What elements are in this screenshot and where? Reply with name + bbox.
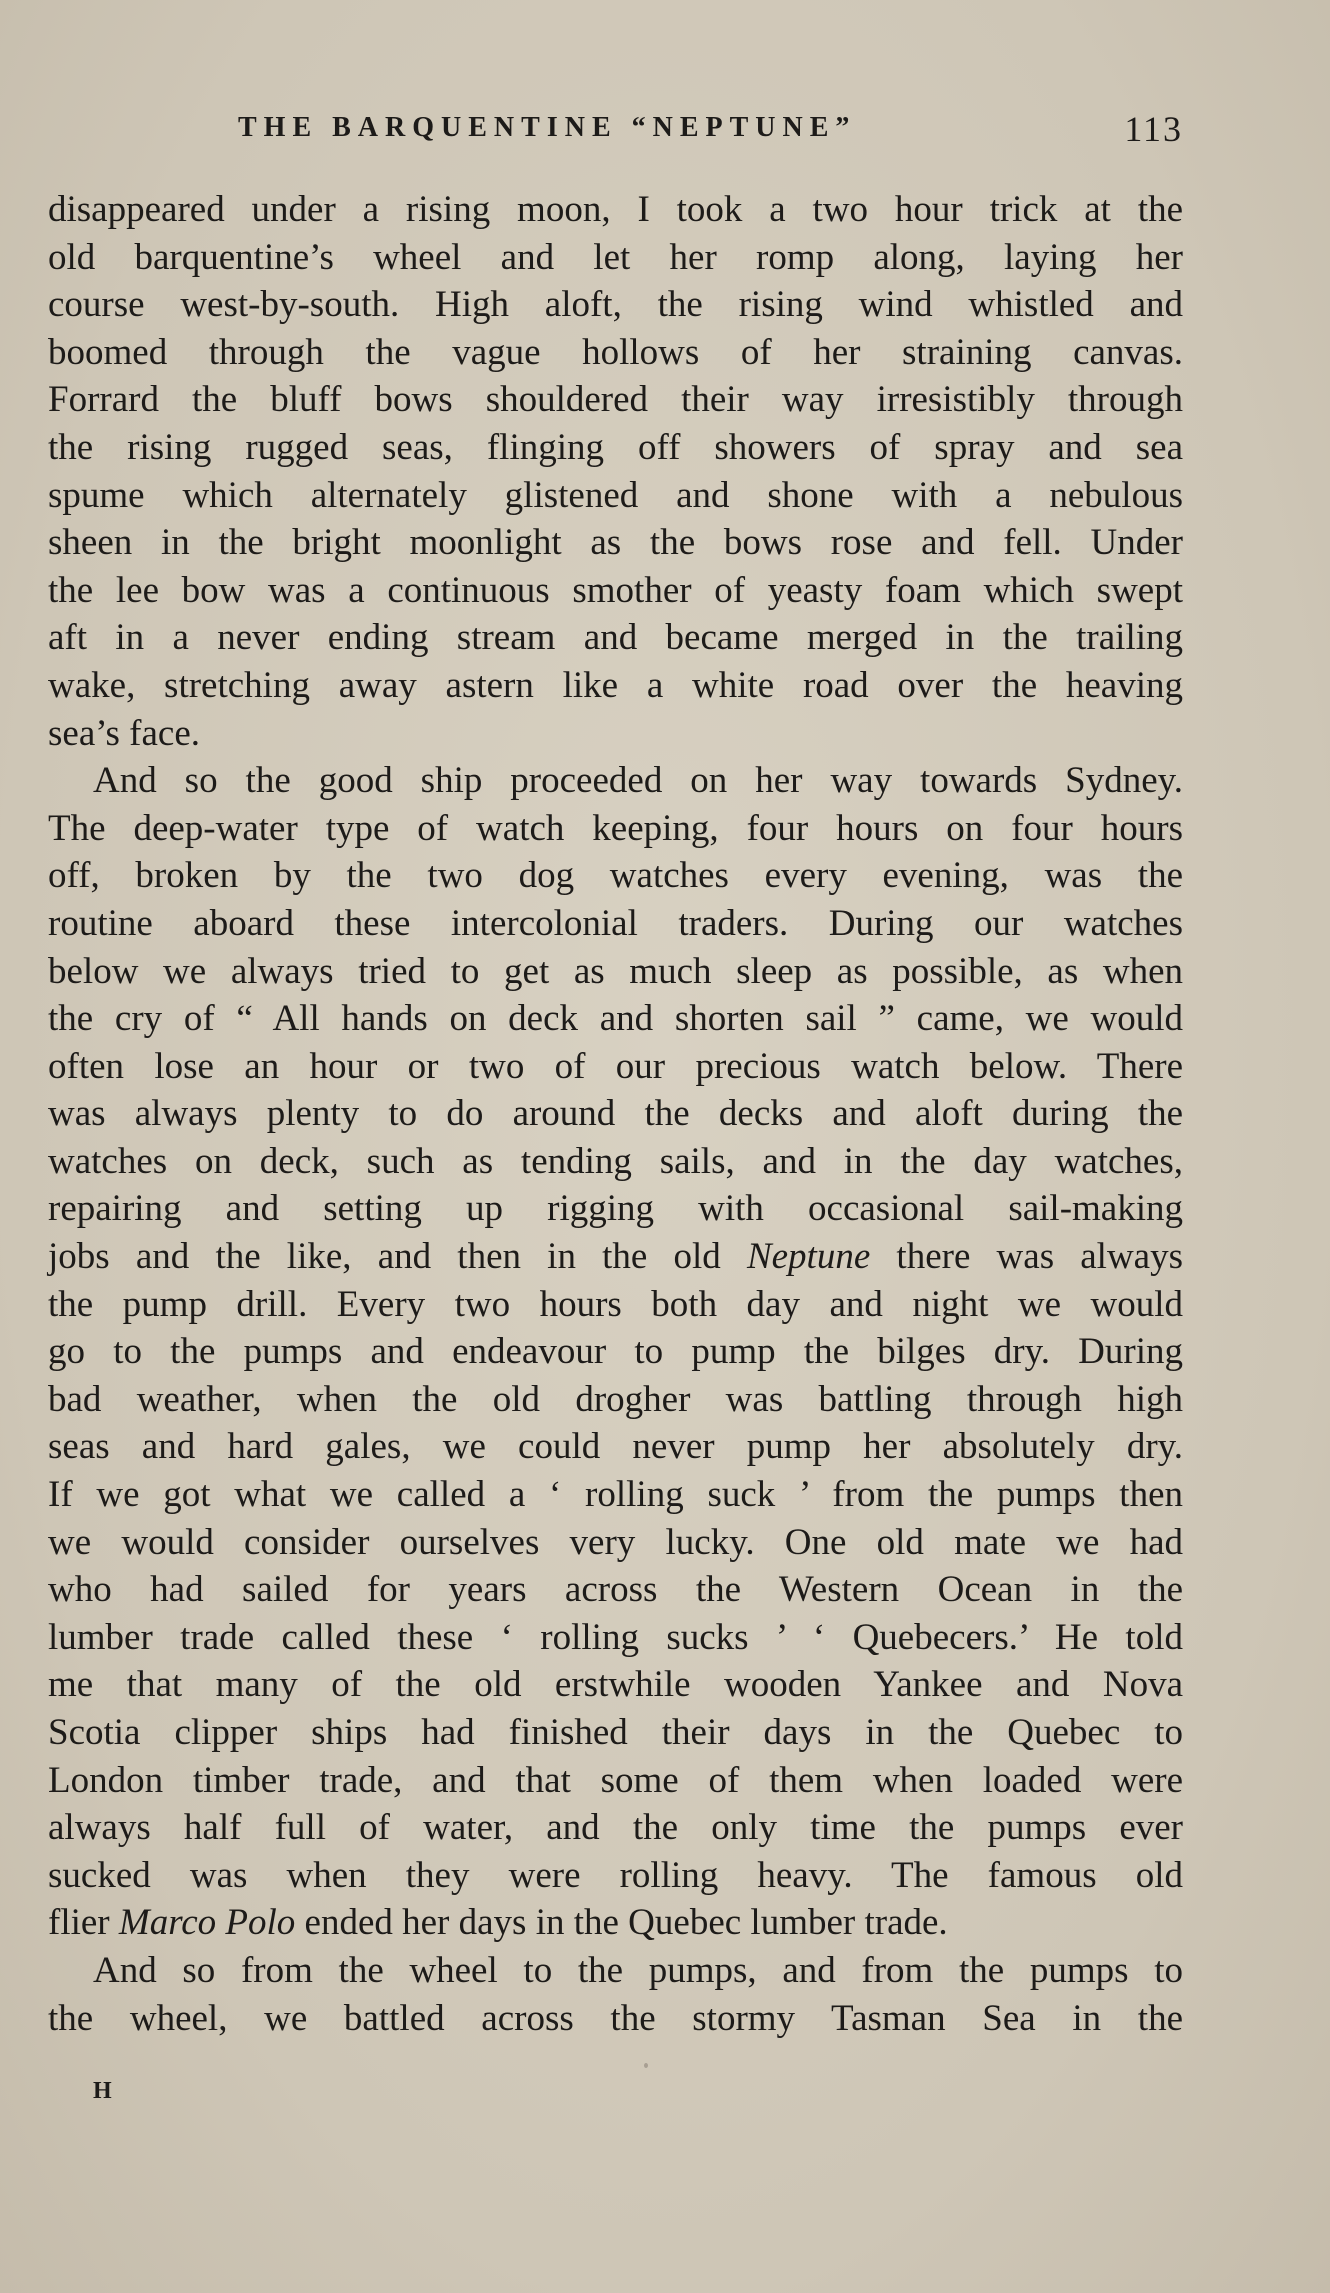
text-line: the lee bow was a continuous smother of yeasty foam which swept — [48, 569, 1183, 611]
text-line: the rising rugged seas, flinging off showers of spray and sea — [48, 426, 1183, 468]
text-line: go to the pumps and endeavour to pump the bilges dry. During — [48, 1331, 1183, 1373]
text-line: who had sailed for years across the Western Ocean in the — [48, 1569, 1183, 1611]
text-line: the cry of “ All hands on deck and shorten sail ” came, we would — [48, 998, 1183, 1040]
text-line: we would consider ourselves very lucky. One old mate we had — [48, 1521, 1183, 1563]
signature-mark: H — [93, 2078, 112, 2104]
text-line: London timber trade, and that some of them when loaded were — [48, 1759, 1183, 1801]
text-line: was always plenty to do around the decks and aloft during the — [48, 1093, 1183, 1135]
running-head — [48, 109, 1183, 152]
text-line: always half full of water, and the only time the pumps ever — [48, 1807, 1183, 1849]
line-text: there was always — [870, 1236, 1184, 1278]
paper-speck — [644, 2063, 648, 2068]
text-line: sea’s face. — [48, 712, 201, 754]
text-line: me that many of the old erstwhile wooden Yankee and Nova — [48, 1664, 1183, 1706]
text-line: disappeared under a rising moon, I took a two hour trick at the — [48, 189, 1183, 230]
text-line: Scotia clipper ships had finished their days in the Quebec to — [48, 1712, 1183, 1753]
text-line: the wheel, we battled across the stormy Tasman Sea in the — [48, 1997, 1183, 2039]
text-line: boomed through the vague hollows of her straining canvas. — [48, 331, 1183, 373]
text-line: often lose an hour or two of our precious watch below. There — [48, 1045, 1183, 1087]
text-line: wake, stretching away astern like a white road over the heaving — [48, 664, 1183, 706]
text-line: course west-by-south. High aloft, the rising wind whistled and — [48, 284, 1183, 326]
text-line: watches on deck, such as tending sails, and in the day watches, — [48, 1140, 1183, 1182]
ship-name-neptune: Neptune — [746, 1236, 871, 1278]
text-line: Forrard the bluff bows shouldered their way irresistibly through — [48, 379, 1183, 421]
text-line: aft in a never ending stream and became merged in the trailing — [48, 617, 1183, 659]
line-text: ended her days in the Quebec lumber trade. — [295, 1902, 948, 1944]
ship-name-marco-polo: Marco Polo — [118, 1902, 296, 1944]
line-text: flier — [48, 1902, 119, 1944]
paragraph-first-line: And so from the wheel to the pumps, and from the pumps to — [93, 1949, 1183, 1991]
page-number: 113 — [1124, 109, 1183, 149]
paragraph-first-line: And so the good ship proceeded on her way towards Sydney. — [93, 760, 1183, 802]
text-line: spume which alternately glistened and shone with a nebulous — [48, 474, 1183, 516]
text-line — [48, 1899, 1183, 1947]
text-line: below we always tried to get as much sleep as possible, as when — [48, 950, 1183, 992]
text-line: lumber trade called these ‘ rolling sucks ’ ‘ Quebecers.’ He told — [48, 1616, 1183, 1658]
body-text — [48, 186, 1183, 2042]
text-line: sucked was when they were rolling heavy. The famous old — [48, 1854, 1183, 1896]
text-line: the pump drill. Every two hours both day and night we would — [48, 1283, 1183, 1325]
text-line: routine aboard these intercolonial traders. During our watches — [48, 902, 1183, 944]
text-line: The deep-water type of watch keeping, four hours on four hours — [48, 807, 1183, 849]
line-text: jobs and the like, and then in the old — [48, 1236, 747, 1278]
running-title: THE BARQUENTINE “NEPTUNE” — [238, 112, 857, 143]
text-line: off, broken by the two dog watches every evening, was the — [48, 855, 1183, 897]
text-line: bad weather, when the old drogher was battling through high — [48, 1378, 1183, 1420]
text-line: repairing and setting up rigging with occasional sail-making — [48, 1188, 1183, 1230]
text-line: old barquentine’s wheel and let her romp along, laying her — [48, 236, 1183, 278]
text-line: sheen in the bright moonlight as the bows rose and fell. Under — [48, 522, 1183, 564]
text-line — [48, 1233, 1183, 1281]
text-line: If we got what we called a ‘ rolling suck ’ from the pumps then — [48, 1474, 1183, 1516]
text-line: seas and hard gales, we could never pump her absolutely dry. — [48, 1426, 1183, 1468]
